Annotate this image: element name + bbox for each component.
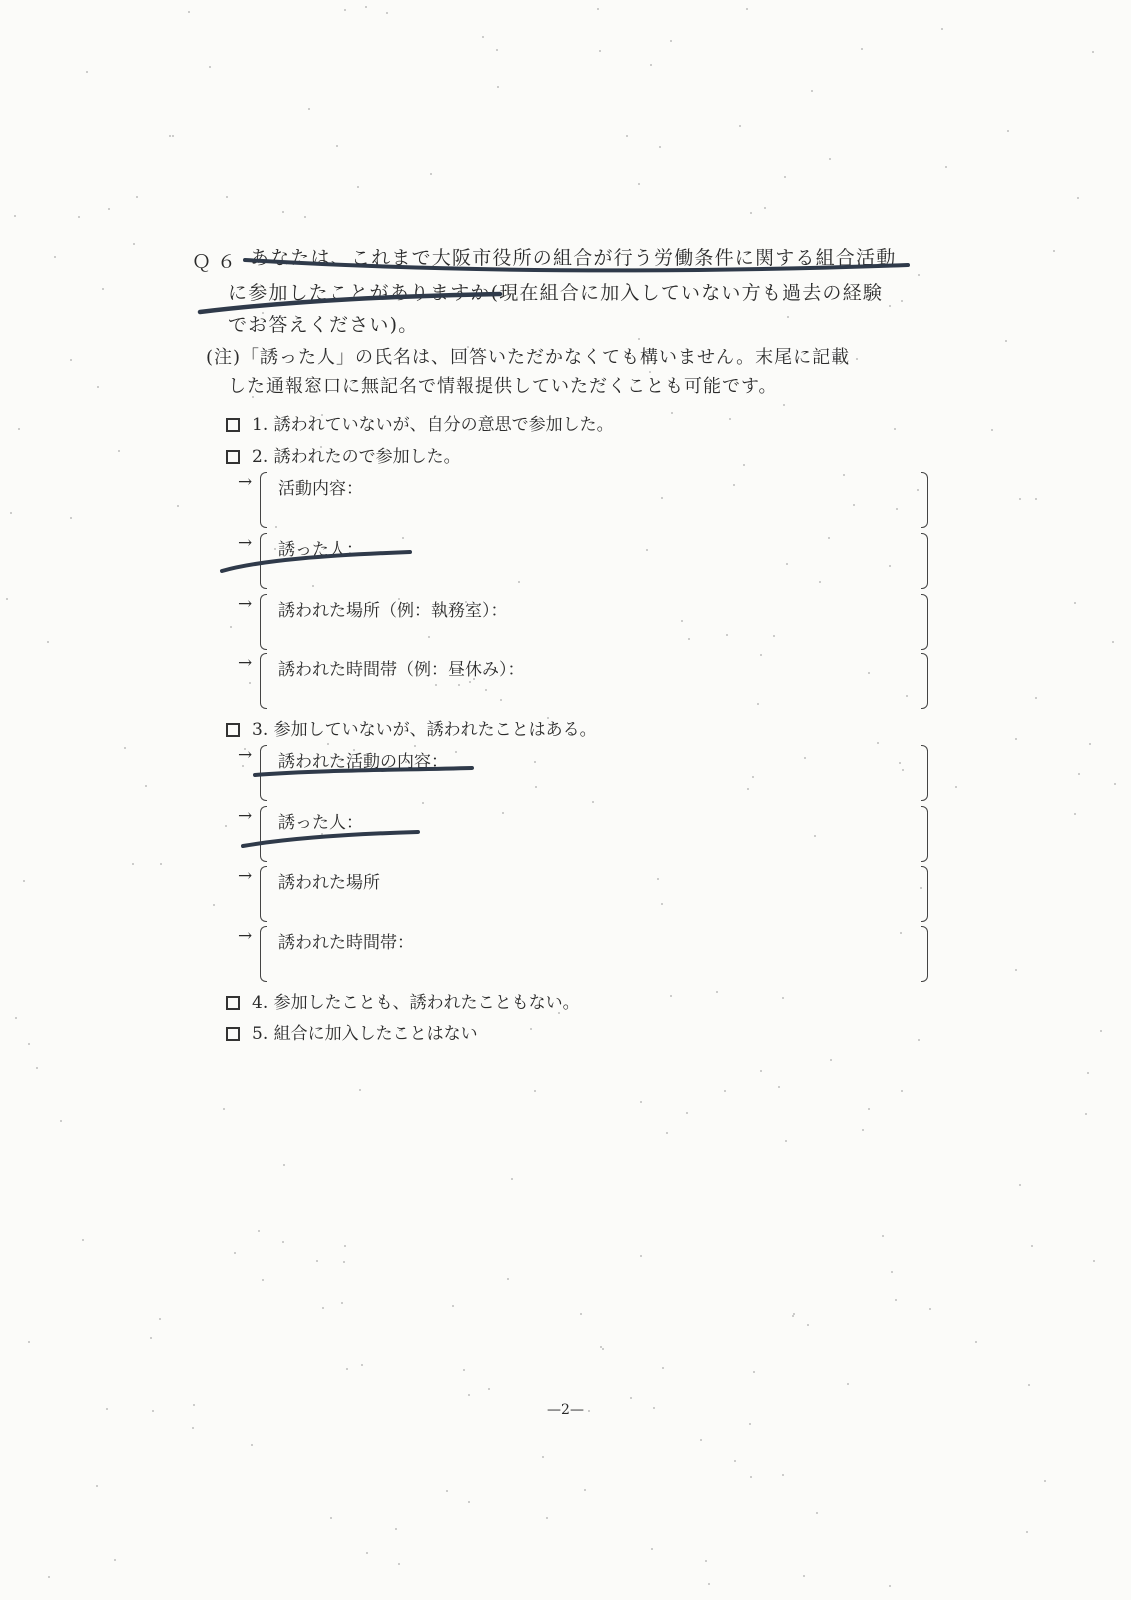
right-bracket: [921, 472, 928, 528]
scan-speck: [10, 512, 12, 514]
scan-speck: [829, 158, 831, 160]
scan-speck: [422, 802, 424, 804]
scan-speck: [1112, 641, 1114, 643]
scan-speck: [530, 1028, 532, 1030]
scan-speck: [282, 211, 284, 213]
scan-speck: [172, 135, 174, 137]
scan-speck: [638, 338, 640, 340]
scan-speck: [1085, 1113, 1087, 1115]
scan-speck: [630, 1397, 632, 1399]
scan-speck: [361, 1364, 363, 1366]
scan-speck: [452, 1305, 454, 1307]
scan-speck: [868, 1108, 870, 1110]
scan-speck: [787, 316, 789, 318]
right-bracket: [921, 806, 928, 862]
page-number: —2—: [547, 1402, 584, 1418]
option-2-field-inviter[interactable]: [238, 533, 928, 589]
left-bracket: [260, 472, 267, 528]
scan-speck: [945, 166, 947, 168]
scan-speck: [359, 1089, 361, 1091]
scan-speck: [882, 1235, 884, 1237]
scan-speck: [729, 418, 731, 420]
right-bracket: [921, 533, 928, 589]
left-bracket: [260, 806, 267, 862]
scan-speck: [78, 216, 80, 218]
note-line-2: した通報窓口に無記名で情報提供していただくことも可能です。: [228, 376, 778, 397]
left-bracket: [260, 533, 267, 589]
field-label: 誘われた時間帯（例：昼休み）：: [278, 660, 525, 680]
scan-speck: [700, 1439, 702, 1441]
scan-speck: [133, 243, 135, 245]
option-3-field-place[interactable]: [238, 866, 928, 922]
scan-speck: [734, 1460, 736, 1462]
scan-speck: [1035, 498, 1037, 500]
scan-speck: [213, 904, 215, 906]
scan-speck: [48, 1576, 50, 1578]
scan-speck: [749, 1423, 751, 1425]
scan-speck: [15, 1017, 17, 1019]
option-4-label: 4. 参加したことも、誘われたこともない。: [252, 993, 580, 1013]
scan-speck: [346, 1368, 348, 1370]
scan-speck: [650, 64, 652, 66]
scan-speck: [705, 1560, 707, 1562]
scan-speck: [599, 50, 601, 52]
scan-speck: [304, 216, 306, 218]
scan-speck: [889, 305, 891, 307]
option-2-field-place[interactable]: [238, 594, 928, 650]
scan-speck: [1077, 197, 1079, 199]
scan-speck: [114, 1559, 116, 1561]
scan-speck: [150, 1337, 152, 1339]
scan-speck: [23, 880, 25, 882]
scan-speck: [991, 429, 993, 431]
scan-speck: [889, 1585, 891, 1587]
scan-speck: [602, 1348, 604, 1350]
scan-speck: [511, 1178, 513, 1180]
scan-speck: [1078, 773, 1080, 775]
scan-speck: [877, 742, 879, 744]
scan-speck: [739, 125, 741, 127]
option-3[interactable]: [226, 715, 597, 740]
scan-speck: [28, 1341, 30, 1343]
option-4[interactable]: [226, 988, 580, 1013]
scan-speck: [1092, 51, 1094, 53]
scan-speck: [341, 1302, 343, 1304]
scan-speck: [760, 1070, 762, 1072]
question-line-2: に参加したことがありますか(現在組合に加入していない方も過去の経験: [228, 282, 884, 304]
field-label: 誘われた場所（例：執務室）：: [278, 601, 508, 621]
arrow-icon: →: [238, 653, 253, 673]
scan-speck: [1015, 738, 1017, 740]
left-bracket: [260, 745, 267, 801]
scan-speck: [169, 135, 171, 137]
scan-speck: [497, 86, 499, 88]
right-bracket: [921, 926, 928, 982]
scan-speck: [365, 6, 367, 8]
scan-speck: [592, 801, 594, 803]
scan-speck: [70, 517, 72, 519]
scan-speck: [188, 11, 190, 13]
checkbox-option-5[interactable]: [226, 1027, 240, 1041]
note-line-1: (注)「誘った人」の氏名は、回答いただかなくても構いません。末尾に記載: [206, 347, 851, 368]
scan-speck: [670, 995, 672, 997]
option-2-label: 2. 誘われたので参加した。: [252, 447, 461, 467]
scan-speck: [1093, 1260, 1095, 1262]
checkbox-option-2[interactable]: [226, 450, 240, 464]
arrow-icon: →: [238, 472, 253, 492]
scan-speck: [1035, 697, 1037, 699]
scan-speck: [70, 359, 72, 361]
scan-speck: [807, 1324, 809, 1326]
scan-speck: [28, 1043, 30, 1045]
scan-speck: [132, 863, 134, 865]
scan-speck: [234, 1252, 236, 1254]
scan-speck: [223, 1108, 225, 1110]
scan-speck: [96, 1485, 98, 1487]
scan-speck: [366, 1552, 368, 1554]
scan-speck: [686, 1112, 688, 1114]
arrow-icon: →: [238, 866, 253, 886]
scan-speck: [750, 212, 752, 214]
scan-speck: [54, 256, 56, 258]
scan-speck: [209, 66, 211, 68]
option-2[interactable]: [226, 442, 461, 467]
scan-speck: [671, 412, 673, 414]
option-3-field-time[interactable]: [238, 926, 928, 982]
arrow-icon: →: [238, 745, 253, 765]
scan-speck: [118, 450, 120, 452]
right-bracket: [921, 745, 928, 801]
scan-speck: [918, 1039, 920, 1041]
scan-speck: [1044, 1480, 1046, 1482]
scan-speck: [386, 12, 388, 14]
left-bracket: [260, 653, 267, 709]
scan-speck: [929, 1308, 931, 1310]
scan-speck: [651, 1548, 653, 1550]
scan-speck: [463, 1369, 465, 1371]
scan-speck: [640, 1101, 642, 1103]
scan-speck: [753, 1371, 755, 1373]
scan-speck: [1019, 498, 1021, 500]
scan-speck: [901, 300, 903, 302]
scan-speck: [47, 641, 49, 643]
scan-speck: [856, 358, 858, 360]
scan-speck: [344, 9, 346, 11]
scan-speck: [322, 1307, 324, 1309]
scan-speck: [283, 1164, 285, 1166]
scan-speck: [724, 1090, 726, 1092]
checkbox-option-4[interactable]: [226, 996, 240, 1010]
scan-speck: [395, 1528, 397, 1530]
scan-speck: [251, 1444, 253, 1446]
scan-speck: [262, 1279, 264, 1281]
scan-speck: [14, 215, 16, 217]
option-1-label: 1. 誘われていないが、自分の意思で参加した。: [252, 415, 614, 435]
scan-speck: [1031, 1245, 1033, 1247]
left-bracket: [260, 866, 267, 922]
scan-speck: [708, 1583, 710, 1585]
left-bracket: [260, 594, 267, 650]
scan-speck: [847, 1383, 849, 1385]
checkbox-option-3[interactable]: [226, 723, 240, 737]
scan-speck: [145, 785, 147, 787]
scan-speck: [108, 208, 110, 210]
scan-speck: [782, 1474, 784, 1476]
scan-speck: [638, 183, 640, 185]
scan-speck: [330, 1517, 332, 1519]
field-label: 誘われた時間帯：: [278, 933, 414, 953]
scan-speck: [1015, 969, 1017, 971]
scan-speck: [783, 404, 785, 406]
scan-speck: [60, 1120, 62, 1122]
scan-speck: [626, 135, 628, 137]
scan-speck: [86, 71, 88, 73]
question-number: Ｑ６: [192, 251, 243, 273]
scan-speck: [1026, 1531, 1028, 1533]
scan-speck: [159, 1318, 161, 1320]
scan-speck: [597, 8, 599, 10]
scan-speck: [659, 146, 661, 148]
arrow-icon: →: [238, 806, 253, 826]
option-3-label: 3. 参加していないが、誘われたことはある。: [252, 720, 597, 740]
field-label: 活動内容：: [278, 479, 363, 499]
scan-speck: [1007, 130, 1009, 132]
scan-speck: [430, 173, 432, 175]
scan-speck: [784, 176, 786, 178]
right-bracket: [921, 653, 928, 709]
scan-speck: [230, 626, 232, 628]
scan-speck: [750, 1476, 752, 1478]
scan-speck: [1019, 1184, 1021, 1186]
scan-speck: [308, 108, 310, 110]
scan-speck: [82, 1239, 84, 1241]
scan-speck: [803, 1575, 805, 1577]
scan-speck: [398, 1563, 400, 1565]
right-bracket: [921, 594, 928, 650]
scan-speck: [1074, 813, 1076, 815]
scan-speck: [546, 1517, 548, 1519]
scan-speck: [282, 1241, 284, 1243]
scan-speck: [816, 1512, 818, 1514]
option-3-field-inviter[interactable]: [238, 806, 928, 862]
scan-speck: [488, 1388, 490, 1390]
scan-speck: [1089, 743, 1091, 745]
arrow-icon: →: [238, 533, 253, 553]
scan-speck: [225, 825, 227, 827]
scan-speck: [811, 90, 813, 92]
scan-speck: [830, 1059, 832, 1061]
field-label: 誘われた場所: [278, 873, 380, 893]
scan-speck: [1100, 1030, 1102, 1032]
scan-speck: [36, 1067, 38, 1069]
scan-speck: [1053, 250, 1055, 252]
scan-speck: [226, 196, 228, 198]
scan-speck: [1114, 783, 1116, 785]
scan-speck: [670, 40, 672, 42]
scan-speck: [895, 1299, 897, 1301]
scan-speck: [785, 1140, 787, 1142]
scan-speck: [918, 274, 920, 276]
scan-speck: [975, 1341, 977, 1343]
option-1[interactable]: [226, 410, 614, 435]
scan-speck: [1074, 602, 1076, 604]
scan-speck: [507, 1278, 509, 1280]
field-label: 誘われた活動の内容：: [278, 752, 448, 772]
scan-speck: [482, 36, 484, 38]
question-line-3: でお答えください)。: [228, 314, 419, 336]
scan-speck: [357, 186, 359, 188]
scan-speck: [941, 28, 943, 30]
scan-speck: [1087, 1072, 1089, 1074]
scan-speck: [344, 1245, 346, 1247]
scan-speck: [496, 49, 498, 51]
scan-speck: [793, 1313, 795, 1315]
scan-speck: [894, 428, 896, 430]
field-label: 誘った人：: [278, 540, 363, 560]
scan-speck: [792, 1315, 794, 1317]
scan-speck: [1028, 1384, 1030, 1386]
scan-speck: [891, 1271, 893, 1273]
scan-speck: [336, 145, 338, 147]
left-bracket: [260, 926, 267, 982]
scan-speck: [534, 1090, 536, 1092]
scan-speck: [662, 1367, 664, 1369]
right-bracket: [921, 866, 928, 922]
scan-speck: [97, 386, 99, 388]
scan-speck: [580, 1313, 582, 1315]
scan-speck: [160, 863, 162, 865]
option-5[interactable]: [226, 1019, 478, 1044]
scan-speck: [764, 207, 766, 209]
option-5-label: 5. 組合に加入したことはない: [252, 1024, 478, 1044]
scan-speck: [542, 1456, 544, 1458]
question-line-1: あなたは、これまで大阪市役所の組合が行う労働条件に関する組合活動: [250, 247, 897, 269]
scan-speck: [18, 428, 20, 430]
arrow-icon: →: [238, 594, 253, 614]
scan-speck: [640, 1255, 642, 1257]
scan-speck: [782, 997, 784, 999]
scan-speck: [955, 786, 957, 788]
scan-speck: [102, 288, 104, 290]
scan-speck: [6, 598, 8, 600]
scan-speck: [862, 1129, 864, 1131]
scan-speck: [343, 1261, 345, 1263]
scan-speck: [778, 1086, 780, 1088]
scan-speck: [716, 991, 718, 993]
scan-speck: [316, 1260, 318, 1262]
scan-speck: [743, 464, 745, 466]
option-3-field-activity[interactable]: [238, 745, 928, 801]
scan-speck: [584, 1489, 586, 1491]
scan-speck: [446, 1490, 448, 1492]
scan-speck: [901, 1090, 903, 1092]
checkbox-option-1[interactable]: [226, 418, 240, 432]
scan-speck: [124, 747, 126, 749]
scan-speck: [177, 505, 179, 507]
scan-speck: [468, 1394, 470, 1396]
scan-speck: [258, 1230, 260, 1232]
scan-speck: [1005, 340, 1007, 342]
scan-speck: [468, 1501, 470, 1503]
scan-speck: [746, 8, 748, 10]
scan-speck: [192, 1427, 194, 1429]
option-2-field-time[interactable]: [238, 653, 928, 709]
scan-speck: [666, 1132, 668, 1134]
field-label: 誘った人：: [278, 813, 363, 833]
scan-speck: [861, 48, 863, 50]
scan-speck: [136, 196, 138, 198]
option-2-field-activity[interactable]: [238, 472, 928, 528]
arrow-icon: →: [238, 926, 253, 946]
